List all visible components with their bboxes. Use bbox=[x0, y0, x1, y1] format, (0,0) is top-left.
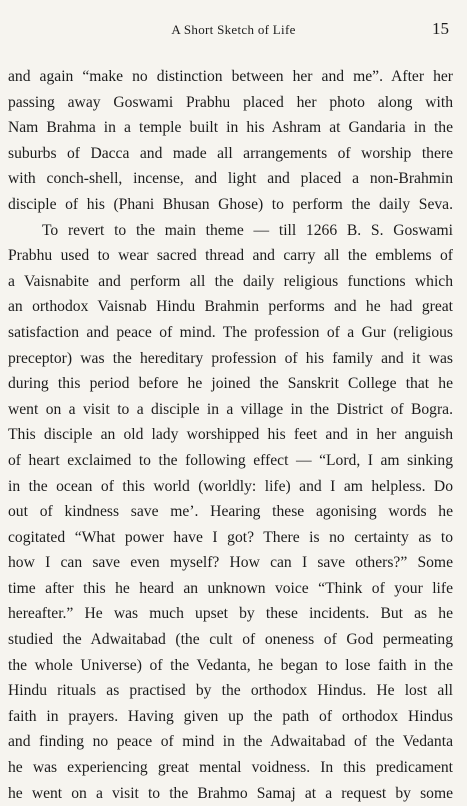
text-line: disciple of his (Phani Bhusan Ghose) to perform the daily Seva. bbox=[8, 195, 453, 213]
text-line: satisfaction and peace of mind. The profession of a Gur (religious bbox=[8, 323, 453, 341]
text-line: time after this he heard an unknown voice “Think of your life bbox=[8, 579, 453, 597]
text-line: cogitated “What power have I got? There is no certainty as to bbox=[8, 528, 453, 546]
text-line: hereafter.” He was much upset by these incidents. But as he bbox=[8, 605, 453, 623]
page-number: 15 bbox=[432, 19, 449, 38]
text-line: Hindu rituals as practised by the orthodox Hindus. He lost all bbox=[8, 682, 453, 700]
text-line: and finding no peace of mind in the Adwaitabad of the Vedanta bbox=[8, 733, 453, 751]
running-head bbox=[0, 19, 467, 46]
text-line: and again “make no distinction between her and me”. After her bbox=[8, 68, 453, 85]
text-line: preceptor) was the hereditary profession of his family and it was bbox=[8, 349, 453, 367]
text-line: he went on a visit to the Brahmo Samaj at a request by some bbox=[8, 784, 453, 802]
text-line: a Vaisnabite and perform all the daily religious functions which bbox=[8, 272, 453, 290]
text-line: he was experiencing great mental voidness. In this predicament bbox=[8, 759, 453, 777]
text-line: This disciple an old lady worshipped his feet and in her anguish bbox=[8, 426, 453, 444]
body-text bbox=[8, 64, 453, 806]
running-title: A Short Sketch of Life bbox=[171, 22, 296, 37]
text-line: To revert to the main theme — till 1266 B. S. Goswami bbox=[42, 221, 453, 239]
text-line: went on a visit to a disciple in a village in the District of Bogra. bbox=[8, 400, 453, 418]
text-line: the whole Universe) of the Vedanta, he began to lose faith in the bbox=[8, 656, 453, 674]
text-line: Nam Brahma in a temple built in his Ashram at Gandaria in the bbox=[8, 119, 453, 137]
text-line: in the ocean of this world (worldly: life) and I am helpless. Do bbox=[8, 477, 453, 495]
text-line: with conch-shell, incense, and light and placed a non-Brahmin bbox=[8, 170, 453, 188]
text-line: how I can save even myself? How can I save others?” Some bbox=[8, 554, 453, 572]
text-line: Prabhu used to wear sacred thread and carry all the emblems of bbox=[8, 247, 453, 265]
text-line: suburbs of Dacca and made all arrangements of worship there bbox=[8, 144, 453, 162]
text-line: faith in prayers. Having given up the path of orthodox Hindus bbox=[8, 707, 453, 725]
text-line: passing away Goswami Prabhu placed her photo along with bbox=[8, 93, 453, 111]
text-line: during this period before he joined the Sanskrit College that he bbox=[8, 375, 453, 393]
text-line: of heart exclaimed to the following effect — “Lord, I am sinking bbox=[8, 451, 453, 469]
text-line: studied the Adwaitabad (the cult of oneness of God permeating bbox=[8, 631, 453, 649]
text-line: an orthodox Vaisnab Hindu Brahmin performs and he had great bbox=[8, 298, 453, 316]
text-line: out of kindness save me’. Hearing these agonising words he bbox=[8, 503, 453, 521]
